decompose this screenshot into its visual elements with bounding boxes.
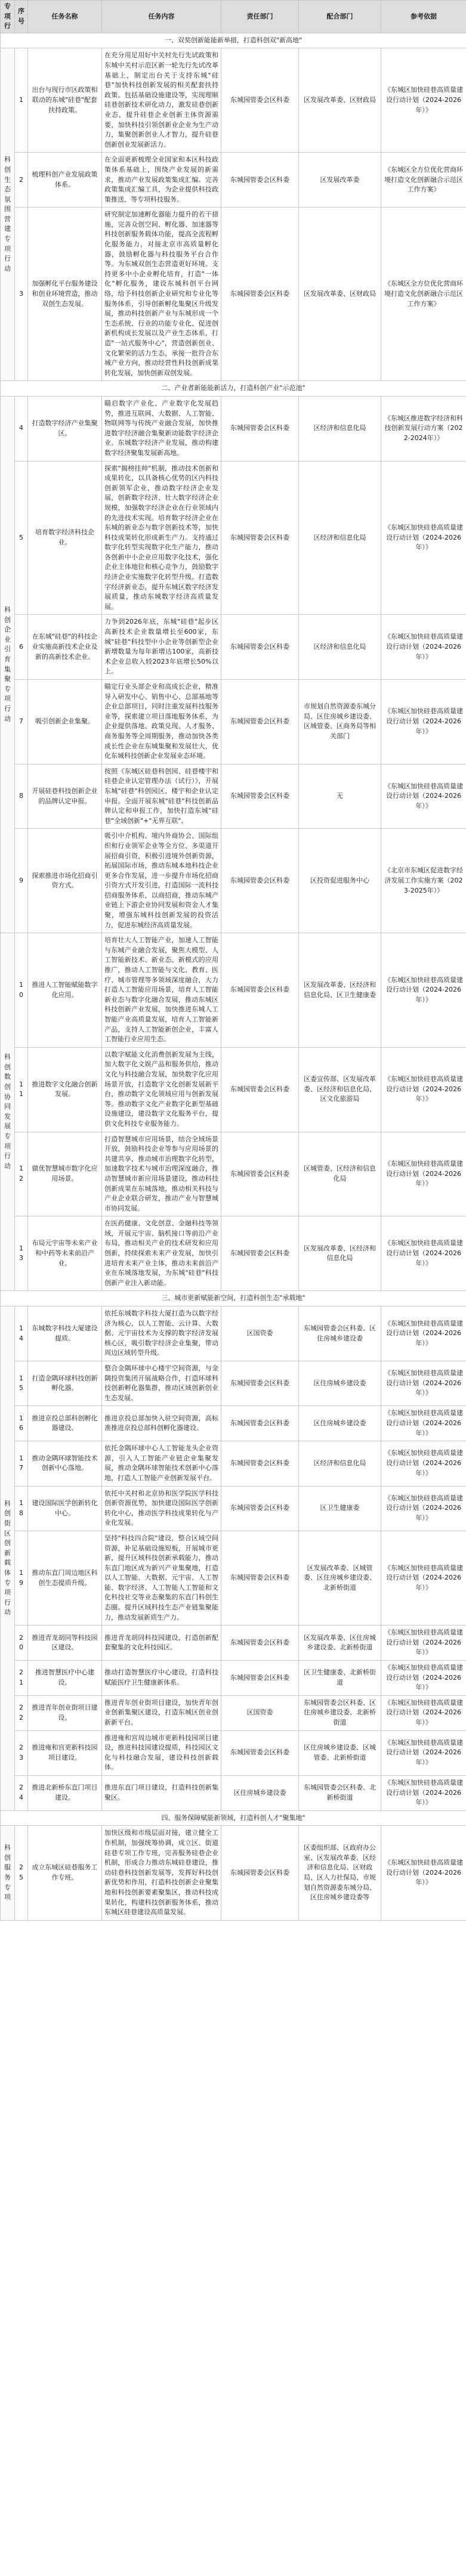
row-number: 4 — [15, 396, 28, 461]
task-content: 打造智慧城市应用场景，结合全域场景开放，鼓励科技企业等参与应用场景的共建共享，推动城市治理数字化转型，加速数字技术与城市治理深度融合，推动智慧城市新应用场景建设，推动科技创新成果在东城落地，推动相关科技与产业企业联合研发，推动产业与智慧城市协同发展。 — [102, 1132, 221, 1216]
lead-dept: 东城园管委会区科委 — [221, 1626, 299, 1661]
table-row — [1, 1531, 466, 1625]
row-number: 24 — [15, 1775, 28, 1810]
basis: 《东城区加快硅巷高质量建设行动计划（2024-2026年）》 — [381, 615, 466, 680]
task-content: 推进雍和宫周边城市更新科技园项目建设，推进科技园建设提质，科技园区文化与科技融合发展，建设科技创新载体。 — [102, 1730, 221, 1775]
table-row — [1, 933, 466, 1048]
lead-dept: 东城园管委会区科委 — [221, 933, 299, 1048]
lead-dept: 东城园管委会区科委 — [221, 680, 299, 764]
lead-dept: 东城园管委会区科委 — [221, 1047, 299, 1132]
coop-dept: 区委组织部、区政府办公室、区发展改革委、区经济和信息化局、区财政局、区人力社保局、市规划自然资源委东城分局、区住房城乡建设委等 — [299, 1826, 381, 1920]
coop-dept: 区发展改革委、区城管委、区住房城乡建设委、北新桥街道 — [299, 1531, 381, 1625]
coop-dept: 区城管委、区经济和信息化局 — [299, 1132, 381, 1216]
table-row — [1, 1306, 466, 1361]
header-category: 专项行 — [1, 1, 15, 33]
coop-dept: 东城园管委会区科委、区住房城乡建设委、北新桥街道 — [299, 1695, 381, 1730]
task-content: 在充分用足用好中关村先行先试政策和东城中关村示范区新一轮先行先试改革基础上，制定出台关于支持东城"硅巷"加快科技创新发展的相关配套扶持政策。包括基础设施建设等，实现理顺硅巷创新技术研化动力，激发硅巷创新业态，提升硅巷企业创新主体资源需要，加快科技引领创新业企业为生产动力，集聚创新创业人才智力，提升硅巷创新创业发展新活力。 — [102, 48, 221, 153]
basis: 《东城区加快硅巷高质量建设行动计划（2024-2026年）》 — [381, 48, 466, 153]
table-row — [1, 1441, 466, 1486]
section-title: 三、城市更新赋能新空间，打造科创生态"承载地" — [1, 1291, 466, 1306]
basis: 《东城区加快硅巷高质量建设行动计划（2024-2026年）》 — [381, 1361, 466, 1406]
lead-dept: 东城园管委会区科委 — [221, 1406, 299, 1441]
section-title: 四、服务保障赋能新领域，打造科创人才"聚集地" — [1, 1810, 466, 1826]
coop-dept: 区发展改革委、区经济和信息化局、区卫生健康委 — [299, 933, 381, 1048]
basis: 《东城区加快硅巷高质量建设行动计划（2024-2026年）》 — [381, 1730, 466, 1775]
lead-dept: 东城园管委会区科委 — [221, 1361, 299, 1406]
task-content: 依托中关村和北京协和医学院医学科技创新资源优势，加快建设国际医学创新转化中心，推动医学科技成果转化与产业化发展。 — [102, 1486, 221, 1531]
basis: 《东城区全方位优化营商环境打造文化创新融合示范区工作方案》 — [381, 153, 466, 208]
task-content: 依托金隅环球中心人工智能龙头企业资源，引入人工智能产业链企业集聚发展，推动金隅环球智能技术创新中心落地，打造人工智能产业创新发展平台。 — [102, 1441, 221, 1486]
row-number: 2 — [15, 153, 28, 208]
task-name: 打造数字经济产业集聚区。 — [28, 396, 102, 461]
table-row — [1, 153, 466, 208]
task-name: 开展硅巷科技创新企业的品牌认定申报。 — [28, 764, 102, 829]
task-name: 在东城"硅巷"的科技企业实施高新技术企业及新的高新技术企业。 — [28, 615, 102, 680]
task-name: 梳理科创产业发展政策体系。 — [28, 153, 102, 208]
row-number: 11 — [15, 1047, 28, 1132]
task-name: 布局元宇宙等未来产业和中药等未来前沿产业。 — [28, 1216, 102, 1291]
table-row — [1, 1486, 466, 1531]
lead-dept: 东城园管委会区科委 — [221, 208, 299, 381]
basis: 《东城区加快硅巷高质量建设行动计划（2024-2026年）》 — [381, 1306, 466, 1361]
row-number: 20 — [15, 1626, 28, 1661]
row-number: 16 — [15, 1406, 28, 1441]
task-name: 推进数字文化融合创新发展。 — [28, 1047, 102, 1132]
lead-dept: 区住房城乡建设委 — [221, 1775, 299, 1810]
table-row — [1, 1132, 466, 1216]
task-content: 研究制定加速孵化器能力提升的若干措施，完善众创空间、孵化器、加速器等科技创新服务载体功能，提高全流程孵化服务能力，对接北京市高质量孵化器，鼓励孵化器与科技服务平台合作等。为东城双创生态营造更好环境。支持更多中小企业孵化培育，打造"一体化"孵化服务，建设东城科创平台网络，给予科技创新企业研究和专业化等服务体系，引导创新孵化集聚区升级发展，推动科技创新产业与东城形成一个生态系统、行业的功能专业化、促进创新机构成长发展以及产业生态体系，打造"一站式服务中心"，营造创新创业、文化繁荣的活力生态，承接一批符合东城产业方向，推动经营性科技创新成果转化发展，加快创新双创发展。 — [102, 208, 221, 381]
lead-dept: 东城园管委会区科委 — [221, 1132, 299, 1216]
task-name: 推动金隅环球智能技术创新中心落地。 — [28, 1441, 102, 1486]
basis: 《东城区加快硅巷高质量建设行动计划（2024-2026年）》 — [381, 1661, 466, 1696]
lead-dept: 东城园管委会区科委 — [221, 1486, 299, 1531]
section-row — [1, 381, 466, 397]
lead-dept: 东城园管委会区科委 — [221, 1531, 299, 1625]
task-content: 推进青龙胡同科技园建设，打造创新配套聚集的文化科技园区。 — [102, 1626, 221, 1661]
task-content: 推进东直门项目建设，打造科技创新集聚区。 — [102, 1775, 221, 1810]
table-row — [1, 1626, 466, 1661]
lead-dept: 东城园管委会区科委 — [221, 1216, 299, 1291]
table-row — [1, 1730, 466, 1775]
lead-dept: 东城园管委会区科委 — [221, 1730, 299, 1775]
basis: 《东城区加快硅巷高质量建设行动计划（2024-2026年）》 — [381, 1132, 466, 1216]
header-basis: 参考依据 — [381, 1, 466, 33]
basis: 《北京市东城区促进数字经济发展工作实施方案（2023-2025年）》 — [381, 829, 466, 933]
table-row — [1, 208, 466, 381]
coop-dept: 区卫生健康委、北新桥街道 — [299, 1661, 381, 1696]
table-row — [1, 615, 466, 680]
row-number: 1 — [15, 48, 28, 153]
table-row — [1, 1826, 466, 1920]
basis: 《东城区加快硅巷高质量建设行动计划（2024-2026年）》 — [381, 1047, 466, 1132]
table-row — [1, 48, 466, 153]
task-content: 力争到2026年底，东城"硅巷"起步区高新技术企业数量增长至600家，东城"硅巷"科技型中小企业等创新型企业新增数量为每年新增达100家，高新技术企业总收入较2023年底增长50%以上。 — [102, 615, 221, 680]
task-name: 打造金隅环球科技创新孵化器。 — [28, 1361, 102, 1406]
row-number: 8 — [15, 764, 28, 829]
task-name: 成立东城区硅巷服务工作专班。 — [28, 1826, 102, 1920]
basis: 《东城区加快硅巷高质量建设行动计划（2024-2026年）》 — [381, 1441, 466, 1486]
basis: 《东城区加快硅巷高质量建设行动计划（2024-2026年）》 — [381, 1775, 466, 1810]
table-row — [1, 680, 466, 764]
row-number: 10 — [15, 933, 28, 1048]
basis: 《东城区加快硅巷高质量建设行动计划（2024-2026年）》 — [381, 764, 466, 829]
task-content: 坚持"科技四合院"建设，整合区域空间资源，补足基础设施短板，开展城市更新，提升区域科技创新承载能力，推动东直门地区成为新兴产业集聚地，打造以人工智能、大数据、元宇宙、人工智能、数字经济、人工智能人工智能和文化科技社交等业态聚集的东直门科创生态圈。提升区域科技生态产业链集聚能力，推动发展新质生产力。 — [102, 1531, 221, 1625]
row-number: 23 — [15, 1730, 28, 1775]
section-title: 二、产业者新能能新活力，打造科创产业"示范池" — [1, 381, 466, 397]
lead-dept: 东城园管委会区科委 — [221, 1441, 299, 1486]
task-content: 加快区级和市级层面对接，建立健全工作机制，加强统筹协调，成立区、街道硅巷专项工作专班，完善服务硅巷企业机制，形成合力推动东城硅巷建设，推动硅巷科技创新发展等，发挥好科技创新优势和作用，打造科技创新企业聚集地和科技创新要素聚集区，推动科技成果转化，构建科技创新服务体系，推动东城区硅巷建设高质量发展。 — [102, 1826, 221, 1920]
task-name: 东城数字科技大厦建设提质。 — [28, 1306, 102, 1361]
coop-dept: 区投资促进服务中心 — [299, 829, 381, 933]
table-row — [1, 764, 466, 829]
basis: 《东城区加快硅巷高质量建设行动计划（2024-2026年）》 — [381, 461, 466, 615]
table-row — [1, 1216, 466, 1291]
table-row — [1, 1047, 466, 1132]
row-number: 14 — [15, 1306, 28, 1361]
row-number: 15 — [15, 1361, 28, 1406]
basis: 《东城区加快硅巷高质量建设行动计划（2024-2026年）》 — [381, 1406, 466, 1441]
header-task-name: 任务名称 — [28, 1, 102, 33]
row-number: 19 — [15, 1531, 28, 1625]
coop-dept: 区发展改革委、区财政局 — [299, 48, 381, 153]
task-content: 推动打造智慧医疗中心建设，打造科技赋能医疗卫生健康新体系。 — [102, 1661, 221, 1696]
coop-dept: 东城园管委会区科委、北新桥街道 — [299, 1775, 381, 1810]
coop-dept: 区经济和信息化局 — [299, 396, 381, 461]
lead-dept: 东城园管委会区科委 — [221, 764, 299, 829]
basis: 《东城区加快硅巷高质量建设行动计划（2024-2026年）》 — [381, 1826, 466, 1920]
row-number: 21 — [15, 1661, 28, 1696]
task-name: 吸引创新企业集聚。 — [28, 680, 102, 764]
task-name: 培育数字经济科技企业。 — [28, 461, 102, 615]
header-no: 序号 — [15, 1, 28, 33]
lead-dept: 区国资委 — [221, 1306, 299, 1361]
basis: 《东城区加快硅巷高质量建设行动计划（2024-2026年）》 — [381, 680, 466, 764]
coop-dept: 区住房城乡建设委 — [299, 1406, 381, 1441]
coop-dept: 区经济和信息化局 — [299, 461, 381, 615]
task-content: 在全面更新梳理全业国家和本区科技政策体系基础上，围绕产业发展的新需求，推动产业发展政策集成汇编。完善政策集成汇编工具，为企业提供科技政策推送、等专项科技服务。 — [102, 153, 221, 208]
category-cell: 科创街区创新载体专项行动 — [1, 1306, 15, 1811]
task-name: 加强孵化平台服务建设和创业环境营造，推动双创生态发展。 — [28, 208, 102, 381]
row-number: 17 — [15, 1441, 28, 1486]
lead-dept: 东城园管委会区科委 — [221, 1826, 299, 1920]
table-row — [1, 1695, 466, 1730]
task-name: 推进青龙胡同等科技园区建设。 — [28, 1626, 102, 1661]
table-body — [1, 33, 466, 1920]
task-name: 推进雍和宫更新科技园项目建设。 — [28, 1730, 102, 1775]
task-name: 出台与现行市区政策相联动的东城"硅巷"配套扶持政策。 — [28, 48, 102, 153]
task-content: 培育壮大人工智能产业，加速人工智能与东城产业融合发展，聚焦大模型、人工智能新技术、新业态、新模式的应用推广，推动人工智能与文化、教育、医疗、城市管理等多领域深度融合，大力打造人工智能应用场景，培育人工智能新业态与数字化融合发展，推动东城区科技创新产业发展，加快推进东城人工智能产业高质量发展，培育人工智能新产品，支持人工智能新创企业，丰富人工智能行业应用生态。 — [102, 933, 221, 1048]
task-content: 依托东城数字科技大厦打造为以数字经济为核心，以人工智能、云计算、大数据、元宇宙技术为支撑的数字经济发展核心区，吸引数字经济企业集聚，带动周边区域转型升级。 — [102, 1306, 221, 1361]
task-content: 按照《东城区硅巷科创园、硅巷楼宇和硅巷企业认定管理办法（试行）》，开展东城"硅巷"科创园区、楼宇和企业认定申报。全面开展东城"硅巷"科技创新品牌认定和申报工作，加快打造东城"硅巷"全域创新"+"无界互联"。 — [102, 764, 221, 829]
task-content: 以数字赋能文化消费创新发展为主线，加大数字化文娱产品和服务供给，推动文化与科技融合发展，加快数字化应用场景开放，打造数字文化创新发展新平台，推动数字文化领域应用与创新发展等。推动数字文化产业数字化新型基础设施建设，建设数字文化服务平台，提供文化科技专业服务能力。 — [102, 1047, 221, 1132]
coop-dept: 区卫生健康委 — [299, 1486, 381, 1531]
task-content: 推进青年创业街项目建设，加快青年创业创新集聚区建设，打造东城区创业创新新平台。 — [102, 1695, 221, 1730]
row-number: 18 — [15, 1486, 28, 1531]
task-content: 在医药健康、文化创意、金融科技等领域，开展元宇宙、脑机接口等前沿产业布局，推动相关产业的技术研发和应用创新，持续探索未来产业发展，加快引进培育未来产业主体，推动未来前沿产业在东城落地发展，为东城"硅巷"科技创新产业注入新动能。 — [102, 1216, 221, 1291]
task-name: 推进青年创业街项目建设。 — [28, 1695, 102, 1730]
table-row — [1, 829, 466, 933]
lead-dept: 东城园管委会区科委 — [221, 48, 299, 153]
basis: 《东城区全方位优化营商环境打造文化创新融合示范区工作方案》 — [381, 208, 466, 381]
lead-dept: 东城园管委会区科委 — [221, 396, 299, 461]
basis: 《东城区加快硅巷高质量建设行动计划（2024-2026年）》 — [381, 1626, 466, 1661]
basis: 《东城区推进数字经济和科技创新发展行动方案（2022-2024年）》 — [381, 396, 466, 461]
coop-dept: 区发展改革委、区住房城乡建设委、北新桥街道 — [299, 1626, 381, 1661]
lead-dept: 东城园管委会区科委 — [221, 829, 299, 933]
task-name: 做优智慧城市数字化应用场景。 — [28, 1132, 102, 1216]
coop-dept: 区发展改革委、区经济和信息化局 — [299, 1216, 381, 1291]
lead-dept: 东城园管委会区科委 — [221, 153, 299, 208]
coop-dept: 无 — [299, 764, 381, 829]
task-name: 推进京投总部科创孵化器建设。 — [28, 1406, 102, 1441]
basis: 《东城区加快硅巷高质量建设行动计划（2024-2026年）》 — [381, 933, 466, 1048]
coop-dept: 市规划自然资源委东城分局、区住房城乡建设委、区城管委、区商务局等相关部门 — [299, 680, 381, 764]
lead-dept: 东城园管委会区科委 — [221, 1661, 299, 1696]
section-row — [1, 1810, 466, 1826]
section-title: 一、双奖创新能能新举措，打造科创双"新高地" — [1, 33, 466, 48]
header-row — [1, 1, 466, 33]
coop-dept: 区经济和信息化局 — [299, 1441, 381, 1486]
table-row — [1, 396, 466, 461]
row-number: 7 — [15, 680, 28, 764]
basis: 《东城区加快硅巷高质量建设行动计划（2024-2026年）》 — [381, 1486, 466, 1531]
coop-dept: 区住房城乡建设委 — [299, 1361, 381, 1406]
table-row — [1, 1361, 466, 1406]
row-number: 5 — [15, 461, 28, 615]
section-row — [1, 1291, 466, 1306]
task-content: 推进京投总部加快入驻空间资源，高标准推进京投总部科创孵化器建设。 — [102, 1406, 221, 1441]
header-lead-dept: 责任部门 — [221, 1, 299, 33]
task-name: 探索推进市场化招商引资方式。 — [28, 829, 102, 933]
coop-dept: 区发展改革委 — [299, 153, 381, 208]
basis: 《东城区加快硅巷高质量建设行动计划（2024-2026年）》 — [381, 1695, 466, 1730]
coop-dept: 东城园管委会区科委、区住房城乡建设委 — [299, 1306, 381, 1361]
table-row — [1, 1406, 466, 1441]
lead-dept: 东城园管委会区科委 — [221, 461, 299, 615]
task-name: 建设国际医学创新转化中心。 — [28, 1486, 102, 1531]
category-cell: 科创数创协同发展专项行动 — [1, 933, 15, 1291]
task-name: 推动东直门周边地区科创生态提质升级。 — [28, 1531, 102, 1625]
task-content: 瞄启数字产业化、产业数字化发展趋势，推进互联网、大数据、人工智能、物联网等与传统产业融合发展，加快推进数字经济融合集聚新动能数字经济企业。东城数字经济产业发展，推动构建数字经济聚集发展新高地。 — [102, 396, 221, 461]
basis: 《东城区加快硅巷高质量建设行动计划（2024-2026年）》 — [381, 1216, 466, 1291]
table-row — [1, 461, 466, 615]
row-number: 22 — [15, 1695, 28, 1730]
row-number: 12 — [15, 1132, 28, 1216]
basis: 《东城区加快硅巷高质量建设行动计划（2024-2026年）》 — [381, 1531, 466, 1625]
section-row — [1, 33, 466, 48]
task-content: 吸引中介机构、境内外商协会、国际组织和行业领军企业等全方位、多渠道开展招商引资，积极引进境外创新资源，拓展国际市场，推动东城本地科技企业更多合作发展，进一步提升市场化招商引资方式开发引进，打造国际一流科技招商服务体系，以商招商，推动东城产业链上下游企业协同发展和资金人才集聚，增强东城科技创新发展的投资活力，促进东城经济高质量发展。 — [102, 829, 221, 933]
row-number: 6 — [15, 615, 28, 680]
row-number: 13 — [15, 1216, 28, 1291]
coop-dept: 区住房城乡建设委、区城管委、北新桥街道 — [299, 1730, 381, 1775]
task-name: 推进智慧医疗中心建设。 — [28, 1661, 102, 1696]
task-name: 推进北新桥东直门项目建设。 — [28, 1775, 102, 1810]
row-number: 9 — [15, 829, 28, 933]
task-content: 瞄定行业头部企业和高成长企业，精准导入研发中心、销售中心、总部基地等企业总部项目，同时注重发展科技服务业等，探索建立项目落地服务体系，为企业提供落地、政策兑现、人才服务、商务服务等全周期服务，推动加快各类成长性企业在东城集聚和发展壮大，优化东城科技创新企业发展业态环境。 — [102, 680, 221, 764]
coop-dept: 区经济和信息化局 — [299, 615, 381, 680]
lead-dept: 区国资委 — [221, 1695, 299, 1730]
category-cell: 科创企业引育集聚专项行动 — [1, 396, 15, 933]
category-cell: 科创服务专项 — [1, 1826, 15, 1920]
table-row — [1, 1661, 466, 1696]
row-number: 3 — [15, 208, 28, 381]
header-coop-dept: 配合部门 — [299, 1, 381, 33]
task-content: 探索"揭榜挂帅"机制，推动技术创新和成果转化，以具备核心优势的区内科技创新领军企业，推动数字经济企业发展，创新数字经济、壮大数字经济企业规模，加强数字经济企业在行业领域内的先进技术实现。培育数字经济企业在东城的新业态与数字创新技术等，加快科技成果转化形成新生产力。支持通过数字化转型实现数字化生产能力，推动各创新中小企业应用数字化技术，强化企业主体地位和核心竞争力，鼓励数字经济企业实施数字化转型升级。打造数字经济新业态，提升东城区数字经济发展质量，推动东城数字经济高质量发展。 — [102, 461, 221, 615]
coop-dept: 区委宣传部、区发展改革委、区经济和信息化局、区文化旅游局 — [299, 1047, 381, 1132]
lead-dept: 东城园管委会区科委 — [221, 615, 299, 680]
table-row — [1, 1775, 466, 1810]
task-name: 推进人工智能赋能数字化应用。 — [28, 933, 102, 1048]
task-content: 整合金隅环球中心楼宇空间资源，与金隅投资集团开展战略合作，打造环球科技创新孵化器集群，推动区域创新创业生态发展。 — [102, 1361, 221, 1406]
category-cell: 科创生态氛围营建专项行动 — [1, 48, 15, 381]
header-task-content: 任务内容 — [102, 1, 221, 33]
coop-dept: 区发展改革委、区财政局 — [299, 208, 381, 381]
row-number: 25 — [15, 1826, 28, 1920]
